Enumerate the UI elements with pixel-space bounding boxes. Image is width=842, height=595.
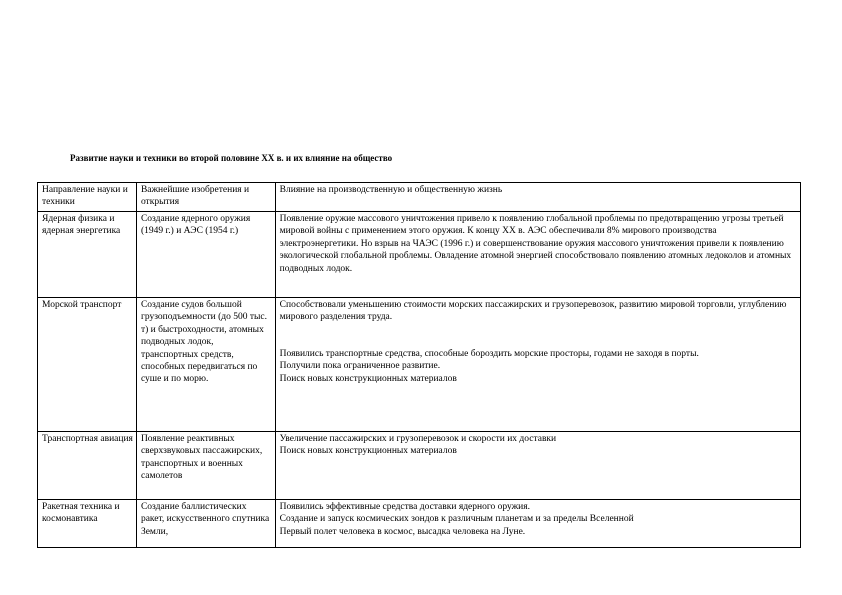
cell-direction: Ядерная физика и ядерная энергетика	[38, 212, 137, 298]
cell-direction: Транспортная авиация	[38, 432, 137, 500]
cell-inventions: Создание ядерного оружия (1949 г.) и АЭС (1954 г.)	[136, 212, 275, 298]
impact-paragraph: Получили пока ограниченное развитие.	[279, 361, 441, 372]
impact-paragraph: Появились транспортные средства, способные бороздить морские просторы, годами не заходя в порты.	[279, 348, 699, 359]
impact-paragraph: Поиск новых конструкционных материалов	[279, 373, 457, 384]
cell-impact	[275, 298, 800, 432]
cell-impact	[275, 500, 800, 548]
impact-paragraph: Появление оружие массового уничтожения привело к появлению глобальной проблемы по предотвращению угрозы третьей мировой войны с применением этого оружия. К концу XX в. АЭС обеспечивали 8% мирового производства электроэнергетики. Но взрыв на ЧАЭС (1996 г.) и совершенствование оружия массового уничтожения привели к появлению экологической глобальной проблемы. Овладение атомной энергией способствовало появлению атомных ледоколов и атомных подводных лодок.	[279, 214, 792, 274]
document-title: Развитие науки и техники во второй половине XX в. и их влияние на общество	[70, 153, 393, 163]
cell-direction: Ракетная техника и космонавтика	[38, 500, 137, 548]
spacer	[280, 324, 797, 348]
cell-inventions: Создание баллистических ракет, искусственного спутника Земли,	[136, 500, 275, 548]
impact-paragraph: Первый полет человека в космос, высадка человека на Луне.	[279, 526, 526, 537]
cell-inventions: Появление реактивных сверхзвуковых пассажирских, транспортных и военных самолетов	[136, 432, 275, 500]
header-impact: Влияние на производственную и общественную жизнь	[275, 183, 800, 212]
header-direction: Направление науки и техники	[38, 183, 137, 212]
cell-impact	[275, 212, 800, 298]
impact-paragraph: Поиск новых конструкционных материалов	[279, 446, 457, 457]
cell-direction: Морской транспорт	[38, 298, 137, 432]
table-header-row	[38, 183, 801, 212]
table-row	[38, 432, 801, 500]
impact-paragraph: Создание и запуск космических зондов к различным планетам и за пределы Вселенной	[279, 514, 634, 525]
table-row	[38, 500, 801, 548]
table-row	[38, 212, 801, 298]
table-row	[38, 298, 801, 432]
impact-paragraph: Увеличение пассажирских и грузоперевозок и скорости их доставки	[279, 434, 557, 444]
cell-impact	[275, 432, 800, 500]
science-technology-table	[37, 182, 801, 548]
impact-paragraph: Способствовали уменьшению стоимости морских пассажирских и грузоперевозок, развитию мировой торговли, углублению мирового разделения труда.	[279, 300, 787, 323]
impact-paragraph: Появились эффективные средства доставки ядерного оружия.	[279, 502, 531, 512]
cell-inventions: Создание судов большой грузоподъемности (до 500 тыс. т) и быстроходности, атомных подводных лодок, транспортных средств, способных передвигаться по суше и по морю.	[136, 298, 275, 432]
header-inventions: Важнейшие изобретения и открытия	[136, 183, 275, 212]
